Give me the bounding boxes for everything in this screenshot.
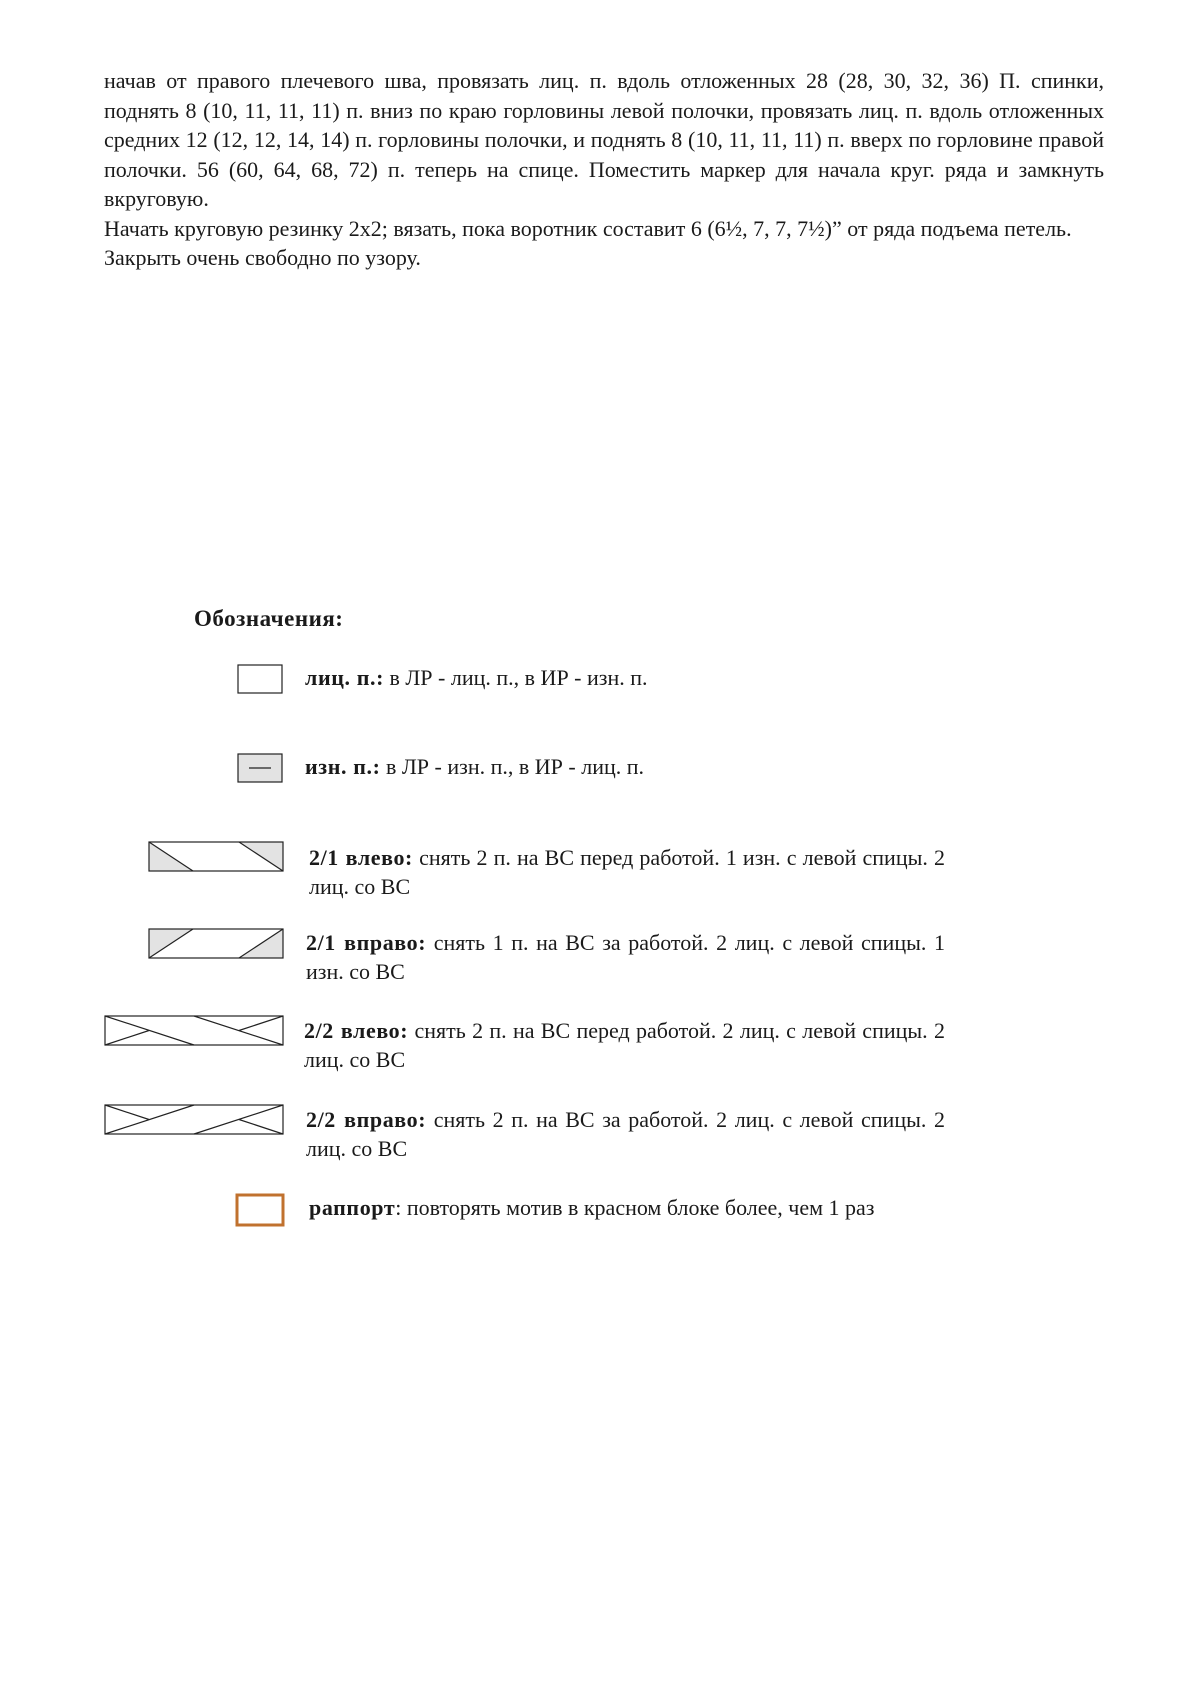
legend-term: 2/2 вправо: [306,1107,427,1132]
legend-item-cable-2-2-right [306,1105,945,1163]
instructions-text [104,66,1104,273]
instructions-paragraph: Начать круговую резинку 2х2; вязать, пока воротник составит 6 (6½, 7, 7, 7½)” от ряда подъема петель. [104,215,1072,241]
legend-description: снять 2 п. на ВС за работой. 2 лиц. с левой спицы. 2 лиц. со ВС [306,1107,945,1161]
instructions-paragraph: Закрыть очень свободно по узору. [104,245,421,270]
legend-term: 2/1 вправо: [306,930,427,955]
legend-description: снять 2 п. на ВС перед работой. 1 изн. с левой спицы. 2 лиц. со ВС [309,845,945,899]
legend-item-cable-2-1-right [306,928,945,986]
legend-term: изн. п.: [305,754,381,779]
legend-title: Обозначения: [194,606,344,631]
knit-box-icon [237,664,283,694]
cable-2-2-right-icon [104,1104,284,1135]
legend-description: в ЛР - лиц. п., в ИР - изн. п. [384,665,648,690]
instructions-paragraph: начав от правого плечевого шва, провязать лиц. п. вдоль отложенных 28 (28, 30, 32, 36) П. спинки, поднять 8 (10, 11, 11, 11) п. вниз по краю горловины левой полочки, провязать лиц. п. вдоль отложенных средних 12 (12, 12, 14, 14) п. горловины полочки, и поднять 8 (10, 11, 11, 11) п. вверх по горловине правой полочки. 56 (60, 64, 68, 72) п. теперь на спице. Поместить маркер для начала круг. ряда и замкнуть вкруговую. [104,68,1104,211]
legend-term: 2/2 влево: [304,1018,409,1043]
legend-description: снять 1 п. на ВС за работой. 2 лиц. с левой спицы. 1 изн. со ВС [306,930,945,984]
purl-box-icon [237,753,283,783]
legend-item-knit [305,663,945,692]
legend-item-purl [305,752,945,781]
legend-description: : повторять мотив в красном блоке более, чем 1 раз [395,1195,875,1220]
legend-term: 2/1 влево: [309,845,413,870]
legend-item-repeat [309,1193,929,1222]
legend-item-cable-2-2-left [304,1016,945,1074]
cable-2-1-left-icon [148,841,284,872]
cable-2-1-right-icon [148,928,284,959]
legend-term: раппорт [309,1195,396,1220]
repeat-box-icon [235,1193,285,1227]
legend-description: в ЛР - изн. п., в ИР - лиц. п. [380,754,645,779]
legend-term: лиц. п.: [305,665,384,690]
cable-2-2-left-icon [104,1015,284,1046]
legend-description: снять 2 п. на ВС перед работой. 2 лиц. с левой спицы. 2 лиц. со ВС [304,1018,945,1072]
legend-item-cable-2-1-left [309,843,945,901]
